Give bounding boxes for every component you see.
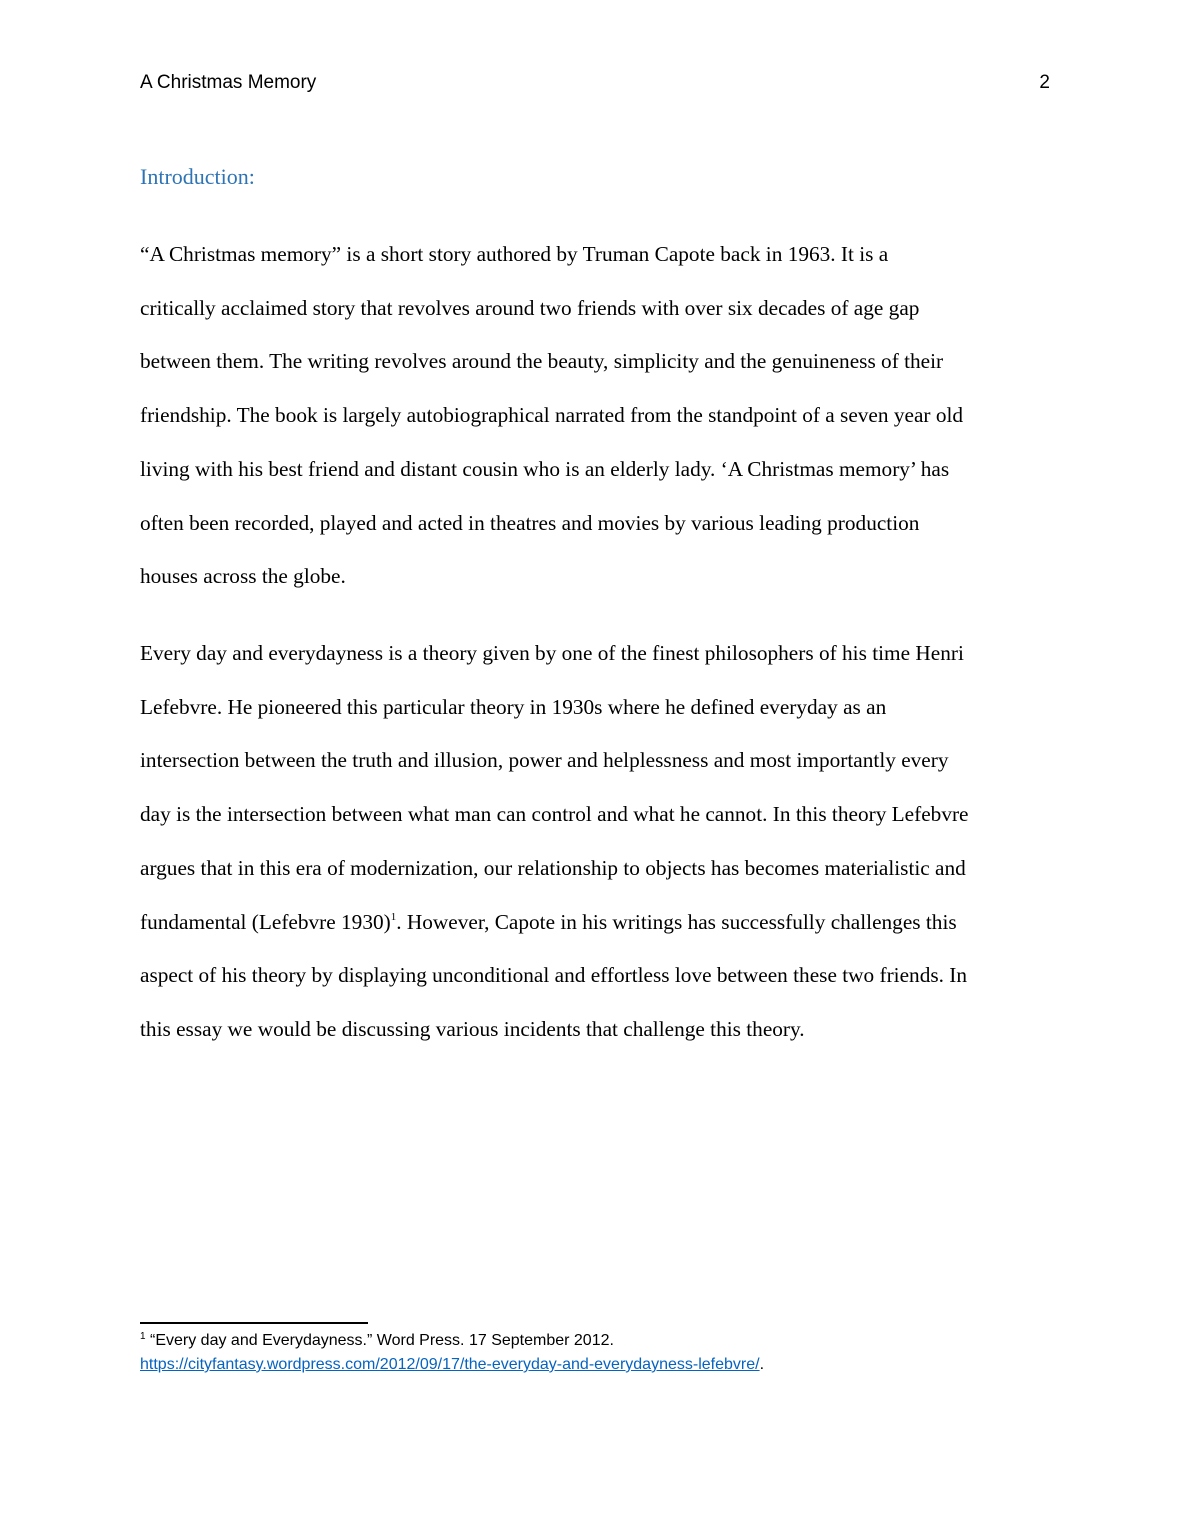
section-heading-introduction: Introduction: (140, 164, 255, 189)
paragraph-line: between them. The writing revolves around the beauty, simplicity and the genuineness of their (140, 349, 944, 374)
paragraph-line: Every day and everydayness is a theory given by one of the finest philosophers of his time Henri (140, 641, 964, 665)
paragraph-line: intersection between the truth and illusion, power and helplessness and most importantly every (140, 748, 949, 773)
footnote-marker: 1 (140, 1331, 146, 1342)
paragraph-line: friendship. The book is largely autobiographical narrated from the standpoint of a seven year old (140, 403, 964, 428)
paragraph-line: Lefebvre. He pioneered this particular theory in 1930s where he defined everyday as an (140, 694, 887, 719)
citation-text-after: . However, Capote in his writings has successfully challenges this (396, 909, 957, 934)
paragraph-line: houses across the globe. (140, 564, 346, 589)
paragraph-line: critically acclaimed story that revolves around two friends with over six decades of age gap (140, 295, 920, 320)
paragraph-line: often been recorded, played and acted in theatres and movies by various leading production (140, 510, 920, 535)
footnote-link[interactable]: https://cityfantasy.wordpress.com/2012/09/17/the-everyday-and-everydayness-lefebvre/ (140, 1356, 760, 1373)
footnote-link-suffix: . (759, 1356, 765, 1373)
footnote-text: “Every day and Everydayness.” Word Press. 17 September 2012. (145, 1332, 614, 1349)
paragraph-everydayness-theory (140, 627, 1052, 1057)
page-number: 2 (1039, 72, 1050, 93)
footnote-citation-line (140, 1329, 1052, 1353)
paragraph-line: day is the intersection between what man can control and what he cannot. In this theory Lefebvre (140, 802, 969, 827)
footnote-reference-marker[interactable]: 1 (390, 910, 397, 923)
paragraph-line: “A Christmas memory” is a short story authored by Truman Capote back in 1963. It is a (140, 242, 889, 266)
citation-text-before: fundamental (Lefebvre 1930) (140, 909, 391, 934)
paragraph-line: aspect of his theory by displaying unconditional and effortless love between these two friends. In (140, 963, 968, 988)
paragraph-line: living with his best friend and distant cousin who is an elderly lady. ‘A Christmas memory’ has (140, 456, 950, 481)
paragraph-line-with-citation (140, 896, 1052, 950)
paragraph-line: argues that in this era of modernization, our relationship to objects has becomes materialistic and (140, 855, 966, 880)
footnote-separator (140, 1322, 368, 1324)
footnote-link-line (140, 1353, 1052, 1377)
paragraph-introduction (140, 228, 1052, 604)
paragraph-line: this essay we would be discussing various incidents that challenge this theory. (140, 1016, 805, 1041)
running-header-title: A Christmas Memory (140, 72, 317, 93)
footnote (140, 1329, 1052, 1377)
